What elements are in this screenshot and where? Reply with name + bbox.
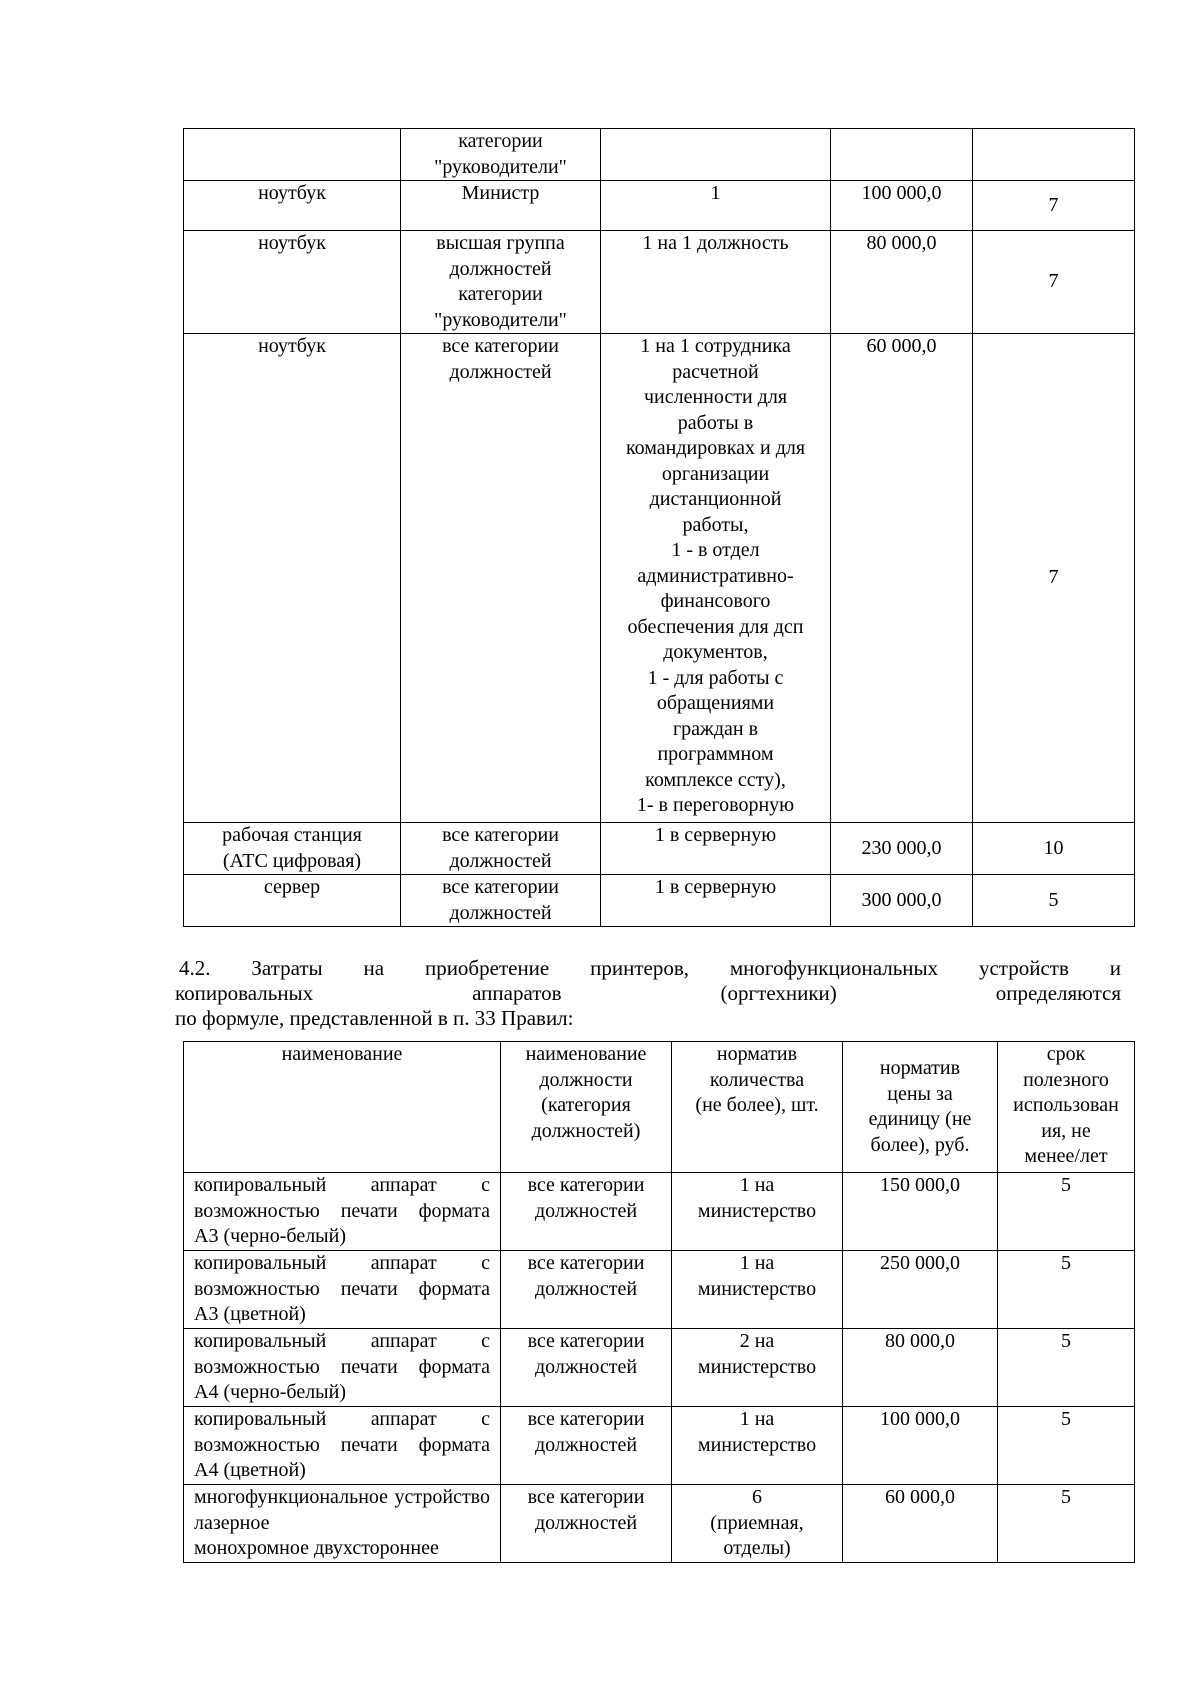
cell-position: все категории должностей	[501, 1407, 672, 1485]
header-price: норматив цены за единицу (не более), руб.	[843, 1042, 998, 1173]
cell-quantity: 1	[601, 181, 831, 231]
cell-price: 230 000,0	[831, 823, 973, 875]
cell-name: рабочая станция (АТС цифровая)	[184, 823, 401, 875]
cell-quantity: 1 на 1 сотрудника расчетной численности для работы в командировках и для организации дистанционной работы, 1 - в отдел административно- финансового обеспечения для дсп документов, 1 - для работы с обращениями граждан в программном комплексе ссту), 1- в переговорную	[601, 334, 831, 823]
table-row	[184, 875, 1135, 927]
cell-position: все категории должностей	[401, 875, 601, 927]
cell-quantity: 1 на министерство	[672, 1251, 843, 1329]
table-row	[184, 129, 1135, 181]
cell-name-last-line: А3 (черно-белый)	[194, 1225, 346, 1247]
cell-term: 7	[973, 334, 1135, 823]
cell-price: 60 000,0	[831, 334, 973, 823]
cell-position: все категории должностей	[401, 334, 601, 823]
cell-name	[184, 1173, 501, 1251]
cell-quantity: 1 в серверную	[601, 823, 831, 875]
cell-name-text: копировальный аппарат с возможностью печати формата	[194, 1252, 490, 1300]
cell-term: 5	[998, 1485, 1135, 1563]
cell-position: все категории должностей	[501, 1329, 672, 1407]
cell-price: 100 000,0	[831, 181, 973, 231]
cell-name	[184, 1407, 501, 1485]
table-row	[184, 823, 1135, 875]
cell-name: ноутбук	[184, 181, 401, 231]
cell-price: 80 000,0	[843, 1329, 998, 1407]
cell-quantity: 1 на министерство	[672, 1173, 843, 1251]
cell-name-last-line: А3 (цветной)	[194, 1303, 306, 1325]
cell-quantity: 1 в серверную	[601, 875, 831, 927]
cell-name-text: копировальный аппарат с возможностью печати формата	[194, 1408, 490, 1456]
paragraph-line: 4.2. Затраты на приобретение принтеров, многофункциональных устройств и	[179, 956, 1121, 980]
paragraph-line: по формуле, представленной в п. 33 Правил:	[175, 1006, 574, 1030]
cell-term: 5	[998, 1173, 1135, 1251]
equipment-table-continued	[183, 128, 1135, 927]
cell-position: все категории должностей	[501, 1251, 672, 1329]
cell-position: категории "руководители"	[401, 129, 601, 181]
cell-name: ноутбук	[184, 334, 401, 823]
cell-price: 150 000,0	[843, 1173, 998, 1251]
cell-name-text: копировальный аппарат с возможностью печати формата	[194, 1174, 490, 1222]
cell-name-last-line: А4 (цветной)	[194, 1459, 306, 1481]
header-name: наименование	[184, 1042, 501, 1173]
table-row	[184, 231, 1135, 334]
cell-price	[831, 129, 973, 181]
cell-quantity	[601, 129, 831, 181]
cell-term: 5	[998, 1251, 1135, 1329]
table-row	[184, 334, 1135, 823]
table-row	[184, 1407, 1135, 1485]
cell-price: 60 000,0	[843, 1485, 998, 1563]
cell-position: все категории должностей	[401, 823, 601, 875]
cell-price: 300 000,0	[831, 875, 973, 927]
cell-name	[184, 1251, 501, 1329]
cell-quantity: 2 на министерство	[672, 1329, 843, 1407]
cell-name-last-line: А4 (черно-белый)	[194, 1381, 346, 1403]
table-row	[184, 181, 1135, 231]
cell-name-text: многофункциональное устройство лазерное	[194, 1486, 490, 1534]
table-row	[184, 1329, 1135, 1407]
cell-term: 5	[998, 1407, 1135, 1485]
cell-term: 7	[973, 181, 1135, 231]
cell-term: 10	[973, 823, 1135, 875]
cell-quantity: 6 (приемная, отделы)	[672, 1485, 843, 1563]
cell-price: 100 000,0	[843, 1407, 998, 1485]
cell-quantity: 1 на министерство	[672, 1407, 843, 1485]
table-row	[184, 1485, 1135, 1563]
cell-name-text: копировальный аппарат с возможностью печати формата	[194, 1330, 490, 1378]
header-term: срок полезного использован ия, не менее/лет	[998, 1042, 1135, 1173]
paragraph-line: копировальных аппаратов (оргтехники) определяются	[175, 981, 1121, 1005]
cell-name	[184, 1485, 501, 1563]
table-header-row	[184, 1042, 1135, 1173]
cell-name: ноутбук	[184, 231, 401, 334]
table-row	[184, 1173, 1135, 1251]
cell-position: все категории должностей	[501, 1173, 672, 1251]
cell-position: высшая группа должностей категории "руководители"	[401, 231, 601, 334]
cell-position: Министр	[401, 181, 601, 231]
table-row	[184, 1251, 1135, 1329]
cell-term: 5	[973, 875, 1135, 927]
cell-name: сервер	[184, 875, 401, 927]
cell-name	[184, 129, 401, 181]
office-equipment-table	[183, 1041, 1135, 1563]
header-quantity: норматив количества (не более), шт.	[672, 1042, 843, 1173]
cell-price: 80 000,0	[831, 231, 973, 334]
cell-name-last-line: монохромное двухстороннее	[194, 1537, 439, 1559]
cell-position: все категории должностей	[501, 1485, 672, 1563]
cell-name	[184, 1329, 501, 1407]
cell-term	[973, 129, 1135, 181]
cell-term: 7	[973, 231, 1135, 334]
cell-price: 250 000,0	[843, 1251, 998, 1329]
section-4-2-paragraph	[175, 956, 1121, 1031]
header-position: наименование должности (категория должностей)	[501, 1042, 672, 1173]
cell-term: 5	[998, 1329, 1135, 1407]
cell-quantity: 1 на 1 должность	[601, 231, 831, 334]
